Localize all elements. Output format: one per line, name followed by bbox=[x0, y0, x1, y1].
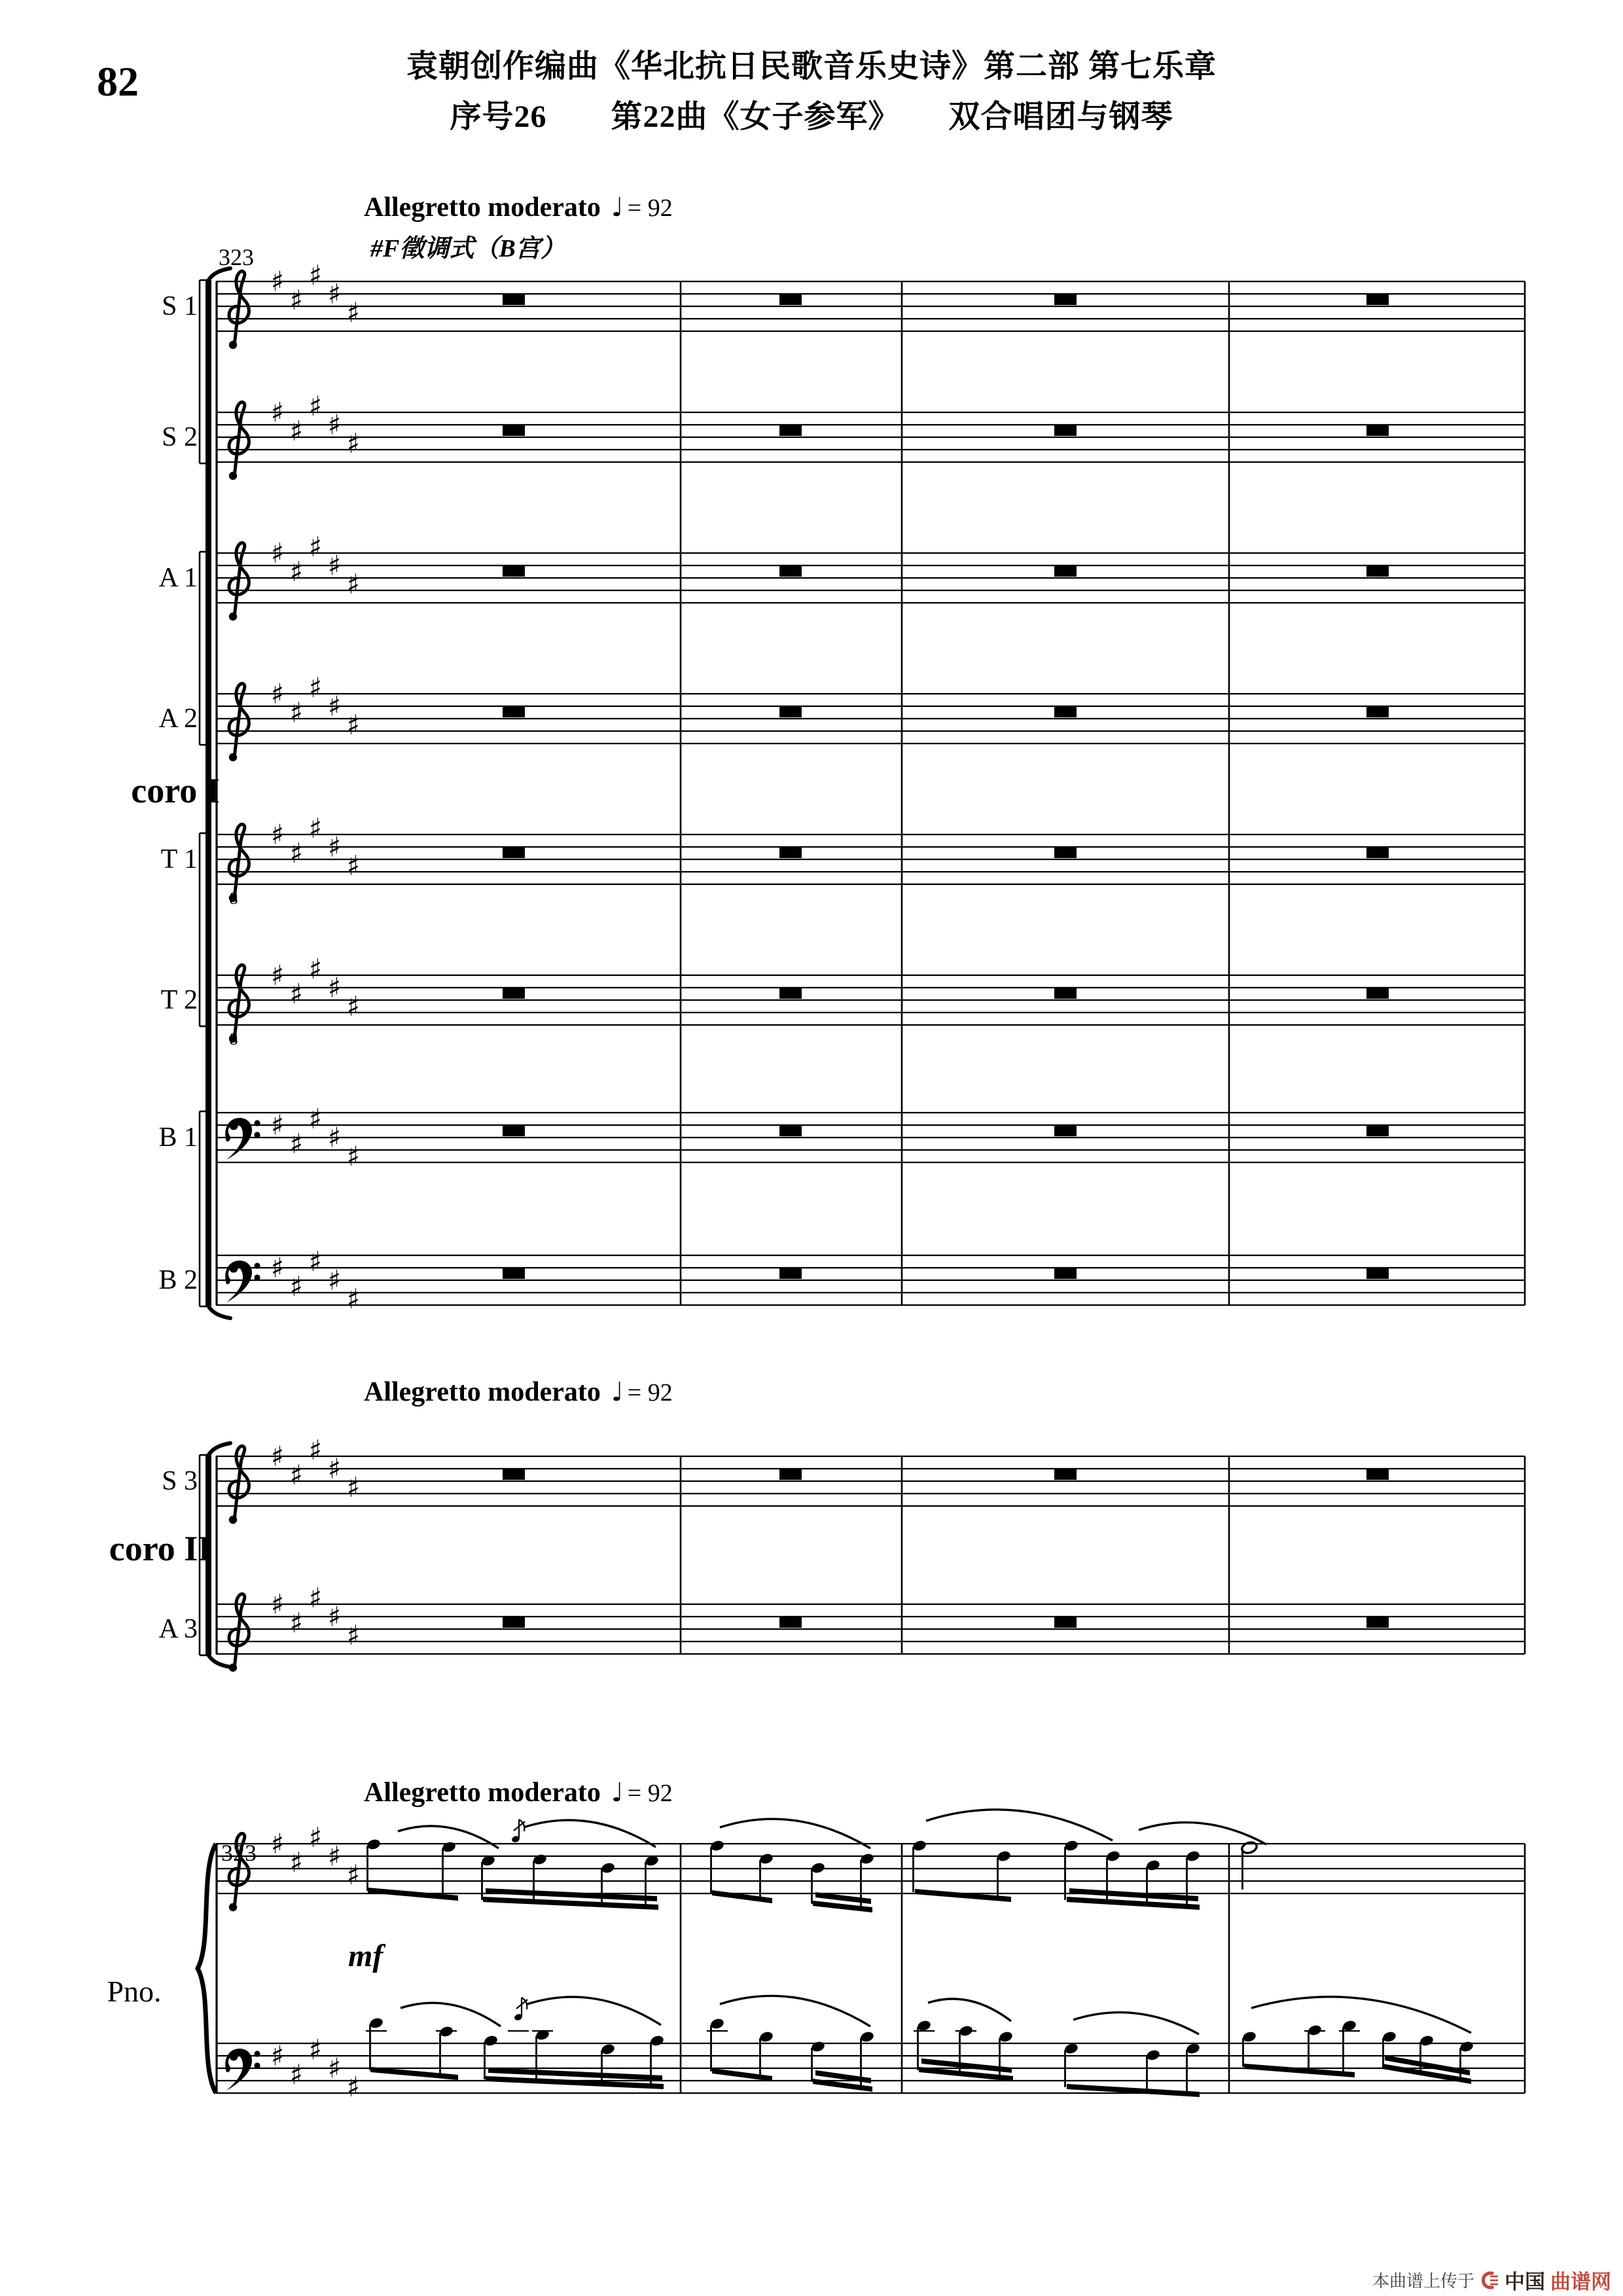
group-label-coro-2: coro II bbox=[109, 1529, 212, 1568]
whole-rest bbox=[1366, 988, 1389, 999]
svg-text:♯: ♯ bbox=[327, 278, 342, 310]
whole-rest bbox=[503, 1617, 525, 1628]
svg-text:♯: ♯ bbox=[289, 2058, 304, 2090]
staff-a3 bbox=[158, 1582, 1525, 1672]
staff-s1 bbox=[162, 259, 1525, 349]
svg-text:A 3: A 3 bbox=[158, 1614, 198, 1644]
bass-clef-icon bbox=[225, 1261, 260, 1302]
whole-rest bbox=[1366, 1617, 1389, 1628]
whole-rest bbox=[1054, 1125, 1077, 1136]
watermark bbox=[1372, 2265, 1611, 2295]
svg-text:♯: ♯ bbox=[270, 818, 285, 851]
svg-text:♯: ♯ bbox=[346, 1471, 361, 1503]
svg-text:♯: ♯ bbox=[289, 1607, 304, 1639]
svg-text:♯: ♯ bbox=[308, 812, 323, 844]
svg-text:A 2: A 2 bbox=[158, 704, 198, 734]
svg-text:♯: ♯ bbox=[289, 978, 304, 1010]
whole-rest bbox=[1054, 1469, 1077, 1480]
svg-text:♯: ♯ bbox=[308, 1434, 323, 1466]
svg-text:♯: ♯ bbox=[346, 1859, 361, 1891]
group-label-piano: Pno. bbox=[107, 1975, 162, 2008]
svg-text:♯: ♯ bbox=[270, 537, 285, 569]
whole-rest bbox=[1366, 847, 1389, 858]
whole-rest bbox=[503, 847, 525, 858]
svg-text:♯: ♯ bbox=[327, 1840, 342, 1873]
svg-text:S 1: S 1 bbox=[162, 291, 198, 321]
svg-text:♯: ♯ bbox=[270, 1588, 285, 1621]
staff-piano bbox=[216, 2034, 1525, 2103]
svg-text:♯: ♯ bbox=[346, 990, 361, 1022]
svg-text:♯: ♯ bbox=[346, 1283, 361, 1315]
svg-text:♯: ♯ bbox=[327, 1264, 342, 1297]
svg-text:♯: ♯ bbox=[346, 568, 361, 600]
svg-text:♯: ♯ bbox=[346, 709, 361, 741]
svg-text:♯: ♯ bbox=[327, 408, 342, 441]
staff-t2 bbox=[161, 953, 1525, 1049]
svg-text:B 1: B 1 bbox=[158, 1122, 198, 1153]
whole-rest bbox=[503, 294, 525, 305]
header-title-line2: 序号26 第22曲《女子参军》 双合唱团与钢琴 bbox=[450, 99, 1173, 134]
whole-rest bbox=[1054, 706, 1077, 717]
whole-rest bbox=[779, 1617, 802, 1628]
svg-text:♯: ♯ bbox=[270, 1251, 285, 1284]
svg-text:♯: ♯ bbox=[327, 2052, 342, 2085]
treble-clef-icon bbox=[229, 543, 249, 620]
svg-text:S 3: S 3 bbox=[162, 1466, 198, 1496]
watermark-prefix: 本曲谱上传于 bbox=[1372, 2271, 1474, 2291]
dynamic-mf: mf bbox=[348, 1939, 383, 1973]
whole-rest bbox=[503, 565, 525, 577]
whole-rest bbox=[1366, 1125, 1389, 1136]
svg-text:♯: ♯ bbox=[289, 1459, 304, 1491]
piano-treble-notes bbox=[366, 1810, 1266, 1912]
svg-text:♯: ♯ bbox=[308, 390, 323, 422]
whole-rest bbox=[503, 1125, 525, 1136]
svg-text:♯: ♯ bbox=[270, 1440, 285, 1473]
whole-rest bbox=[779, 294, 802, 305]
svg-text:T 1: T 1 bbox=[160, 844, 198, 874]
staff-b2 bbox=[158, 1246, 1525, 1315]
staff-s2 bbox=[162, 390, 1525, 480]
piano-bass-notes bbox=[366, 1996, 1474, 2097]
svg-text:♯: ♯ bbox=[308, 1821, 323, 1854]
watermark-brand-dark: 中国 bbox=[1505, 2270, 1545, 2293]
svg-text:♯: ♯ bbox=[308, 953, 323, 985]
whole-rest bbox=[1054, 425, 1077, 436]
watermark-brand-red: 曲谱网 bbox=[1550, 2270, 1611, 2293]
svg-text:♯: ♯ bbox=[289, 837, 304, 869]
whole-rest bbox=[1366, 425, 1389, 436]
tempo-marking: Allegretto moderato ♩ = 92 bbox=[364, 192, 673, 223]
system-coro-2 bbox=[109, 1377, 1525, 1672]
measure-number: 323 bbox=[221, 1840, 257, 1866]
svg-text:♯: ♯ bbox=[270, 1109, 285, 1141]
svg-text:♯: ♯ bbox=[270, 1827, 285, 1860]
whole-rest bbox=[779, 425, 802, 436]
svg-text:♯: ♯ bbox=[327, 971, 342, 1004]
whole-rest bbox=[1366, 294, 1389, 305]
whole-rest bbox=[503, 425, 525, 436]
svg-text:♯: ♯ bbox=[346, 2071, 361, 2103]
svg-text:♯: ♯ bbox=[327, 690, 342, 723]
whole-rest bbox=[503, 1469, 525, 1480]
system-coro-1 bbox=[131, 192, 1525, 1318]
svg-text:♯: ♯ bbox=[346, 427, 361, 459]
svg-text:8: 8 bbox=[229, 889, 238, 908]
svg-text:♯: ♯ bbox=[270, 959, 285, 992]
svg-text:♯: ♯ bbox=[327, 549, 342, 582]
svg-text:♯: ♯ bbox=[346, 850, 361, 882]
whole-rest bbox=[503, 706, 525, 717]
svg-text:B 2: B 2 bbox=[158, 1265, 198, 1295]
staff-piano bbox=[216, 1821, 1525, 1911]
whole-rest bbox=[1366, 565, 1389, 577]
group-label-coro-1: coro I bbox=[131, 771, 220, 810]
whole-rest bbox=[779, 847, 802, 858]
svg-text:♯: ♯ bbox=[289, 696, 304, 728]
svg-text:♯: ♯ bbox=[308, 1246, 323, 1278]
whole-rest bbox=[779, 706, 802, 717]
svg-text:♯: ♯ bbox=[308, 259, 323, 291]
whole-rest bbox=[1366, 1469, 1389, 1480]
svg-text:A 1: A 1 bbox=[158, 563, 198, 593]
treble-clef-icon bbox=[229, 271, 249, 349]
bass-clef-icon bbox=[225, 1118, 260, 1160]
mode-text: #F徵调式（B宫） bbox=[370, 235, 565, 262]
treble-clef-icon bbox=[229, 1594, 249, 1672]
svg-text:♯: ♯ bbox=[327, 831, 342, 863]
staff-t1 bbox=[161, 812, 1525, 908]
staff-a2 bbox=[158, 672, 1525, 761]
whole-rest bbox=[1054, 565, 1077, 577]
svg-text:♯: ♯ bbox=[327, 1452, 342, 1485]
svg-text:♯: ♯ bbox=[270, 2039, 285, 2072]
svg-text:♯: ♯ bbox=[308, 672, 323, 704]
measure-number: 323 bbox=[219, 244, 254, 270]
whole-rest bbox=[779, 565, 802, 577]
svg-text:♯: ♯ bbox=[308, 531, 323, 563]
whole-rest bbox=[1054, 1268, 1077, 1279]
svg-text:♯: ♯ bbox=[308, 1103, 323, 1135]
svg-text:♯: ♯ bbox=[327, 1600, 342, 1633]
svg-text:♯: ♯ bbox=[308, 2034, 323, 2066]
svg-text:♯: ♯ bbox=[327, 1121, 342, 1154]
svg-text:♯: ♯ bbox=[289, 415, 304, 447]
treble-clef-icon bbox=[229, 402, 249, 480]
whole-rest bbox=[1054, 1617, 1077, 1628]
whole-rest bbox=[779, 988, 802, 999]
svg-text:♯: ♯ bbox=[270, 396, 285, 429]
whole-rest bbox=[1054, 847, 1077, 858]
tempo-marking: Allegretto moderato ♩ = 92 bbox=[364, 1377, 673, 1407]
treble-clef-icon bbox=[229, 1446, 249, 1524]
system-piano bbox=[107, 1778, 1525, 2103]
svg-text:♯: ♯ bbox=[270, 265, 285, 298]
svg-text:♯: ♯ bbox=[346, 1140, 361, 1172]
svg-text:S 2: S 2 bbox=[162, 422, 198, 452]
svg-text:♯: ♯ bbox=[308, 1582, 323, 1614]
piano-brace bbox=[198, 1844, 216, 2093]
page-number: 82 bbox=[97, 58, 139, 105]
svg-text:♯: ♯ bbox=[346, 296, 361, 329]
whole-rest bbox=[1054, 988, 1077, 999]
whole-rest bbox=[1366, 706, 1389, 717]
treble-clef-icon bbox=[229, 683, 249, 761]
svg-text:♯: ♯ bbox=[289, 284, 304, 316]
whole-rest bbox=[779, 1469, 802, 1480]
svg-text:♯: ♯ bbox=[346, 1619, 361, 1651]
whole-rest bbox=[1366, 1268, 1389, 1279]
whole-rest bbox=[503, 1268, 525, 1279]
whole-rest bbox=[503, 988, 525, 999]
quzhipu-logo-icon bbox=[1480, 2270, 1499, 2290]
staff-s3 bbox=[162, 1434, 1525, 1524]
staff-a1 bbox=[158, 531, 1525, 620]
bass-clef-icon bbox=[225, 2049, 260, 2090]
svg-text:♯: ♯ bbox=[289, 1846, 304, 1878]
header-title-line1: 袁朝创作编曲《华北抗日民歌音乐史诗》第二部 第七乐章 bbox=[406, 49, 1217, 84]
svg-text:♯: ♯ bbox=[289, 1270, 304, 1302]
svg-text:♯: ♯ bbox=[289, 556, 304, 588]
whole-rest bbox=[1054, 294, 1077, 305]
tempo-marking: Allegretto moderato ♩ = 92 bbox=[364, 1778, 673, 1808]
svg-text:♯: ♯ bbox=[289, 1128, 304, 1160]
staff-b1 bbox=[158, 1103, 1525, 1172]
svg-text:8: 8 bbox=[229, 1030, 238, 1049]
svg-text:♯: ♯ bbox=[270, 677, 285, 710]
whole-rest bbox=[779, 1268, 802, 1279]
whole-rest bbox=[779, 1125, 802, 1136]
svg-text:T 2: T 2 bbox=[160, 985, 198, 1015]
